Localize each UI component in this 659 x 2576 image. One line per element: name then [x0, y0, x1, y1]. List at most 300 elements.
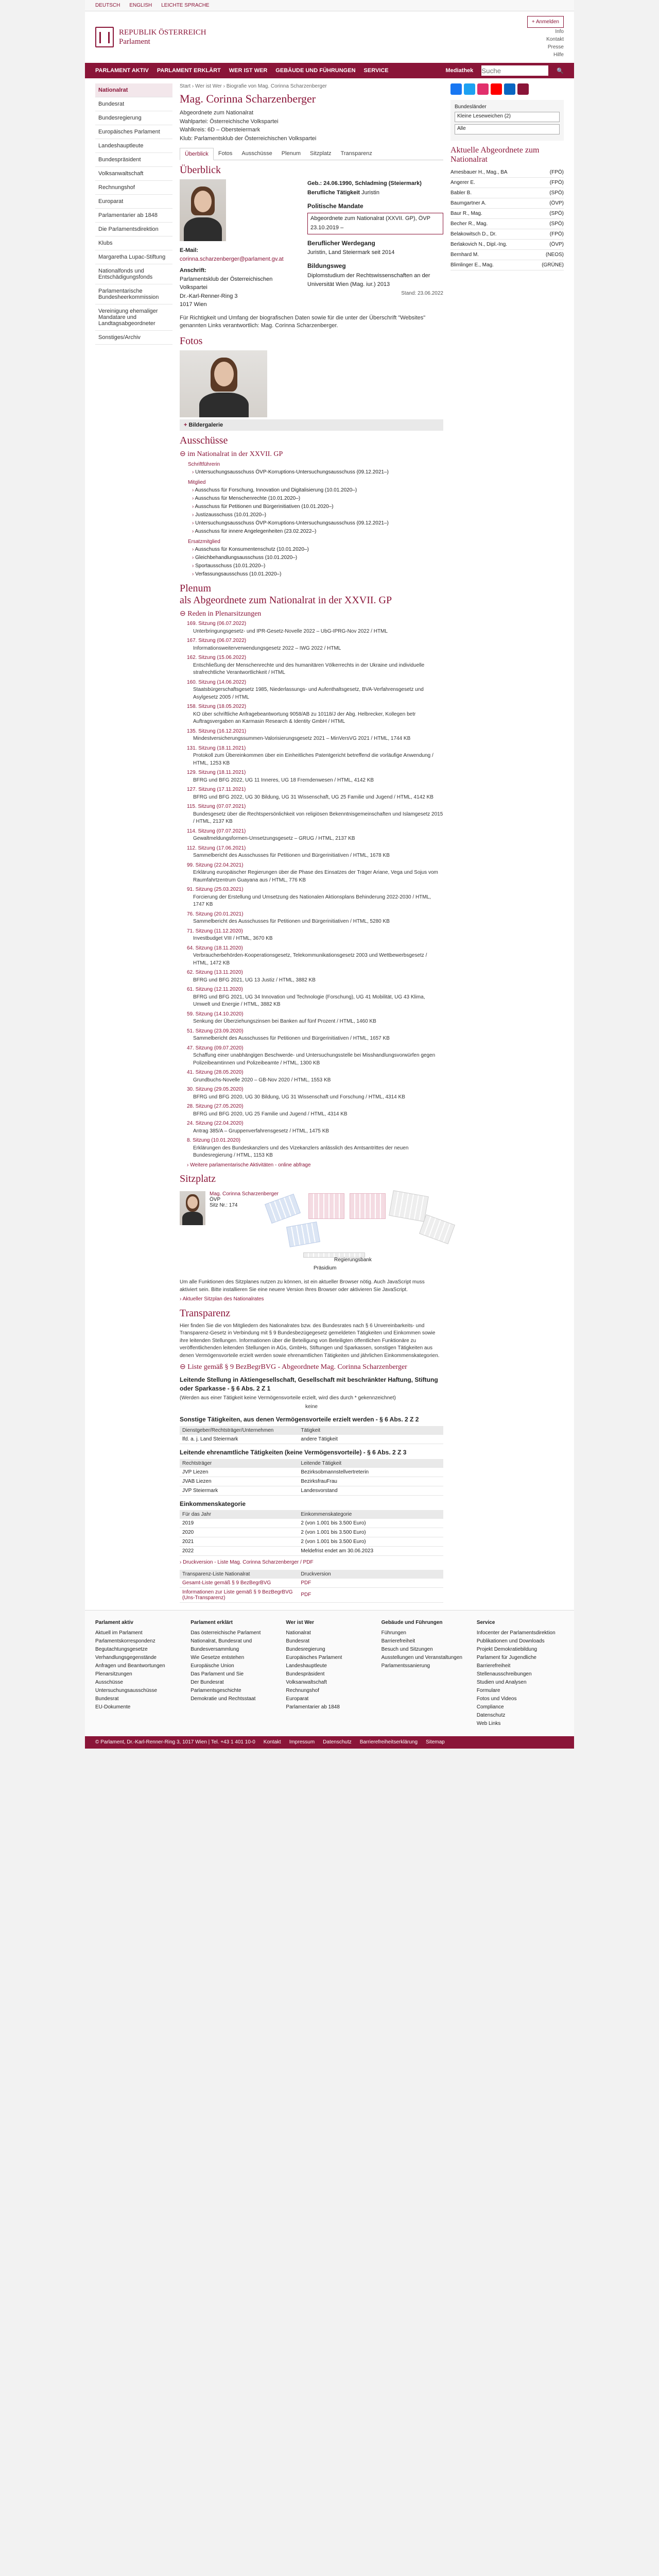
tab-transparenz[interactable]: Transparenz — [340, 150, 372, 157]
table-row — [180, 1528, 443, 1537]
sitzung-item — [187, 745, 443, 768]
linkedin-icon[interactable] — [504, 83, 515, 95]
parliament-logo-icon — [95, 27, 114, 47]
transparenz-liste-table — [180, 1570, 443, 1603]
instagram-icon[interactable] — [477, 83, 489, 95]
ausschuss-item[interactable]: › Ausschuss für Menschenrechte (10.01.2020–) — [192, 495, 443, 503]
nav-parlament-aktiv[interactable]: PARLAMENT AKTIV — [95, 67, 149, 74]
reden-heading[interactable]: Reden in Plenarsitzungen — [187, 610, 262, 618]
sitzung-rede[interactable]: Informationsweiterverwendungsgesetz 2022 – IWG 2022 / HTML — [193, 645, 341, 651]
footer-link[interactable]: Führungen — [381, 1630, 406, 1636]
minus-icon[interactable]: ⊖ — [180, 610, 186, 618]
abg-name: Becher R., Mag. — [450, 221, 488, 227]
minus-icon[interactable]: ⊖ — [180, 1363, 186, 1371]
sitzung-title[interactable]: 135. Sitzung (16.12.2021) — [187, 728, 247, 734]
footer-link[interactable]: Parlamentarier ab 1848 — [286, 1704, 340, 1710]
sitzung-rede[interactable]: Forcierung der Erstellung und Umsetzung des Nationalen Aktionsplans Behinderung 2022-2030 / HTML, 1747 KB — [193, 894, 431, 908]
plus-icon: + — [184, 422, 187, 429]
leftnav-landeshauptleute[interactable]: Landeshauptleute — [95, 139, 172, 153]
abgeordnete-item[interactable] — [450, 209, 564, 219]
abg-partei: (ÖVP) — [549, 200, 564, 206]
abg-partei: (NEOS) — [546, 252, 564, 258]
cell: Land Steiermark — [200, 1436, 238, 1442]
sitzung-title[interactable]: 24. Sitzung (22.04.2020) — [187, 1121, 244, 1127]
lang-english-link[interactable]: ENGLISH — [129, 3, 152, 8]
leftnav-klubs[interactable]: Klubs — [95, 236, 172, 250]
abg-partei: (ÖVP) — [549, 242, 564, 247]
footer-link[interactable]: Der Bundesrat — [190, 1679, 224, 1685]
werdegang-text: Juristin, Land Steiermark seit 2014 — [307, 249, 395, 256]
sitzung-rede[interactable]: BFRG und BFG 2020, UG 25 Familie und Jugend / HTML, 4314 KB — [193, 1111, 348, 1117]
footer-link[interactable]: Bundesrat — [95, 1696, 119, 1702]
col-header: Leitende Tätigkeit — [298, 1459, 443, 1468]
ausschuss-item[interactable]: › Untersuchungsausschuss ÖVP-Korruptions-Untersuchungsausschuss (09.12.2021–) — [192, 519, 443, 528]
abg-name: Blimlinger E., Mag. — [450, 262, 494, 268]
table-row — [180, 1486, 443, 1495]
ausschuss-item[interactable]: › Gleichbehandlungsausschuss (10.01.2020–) — [192, 554, 443, 562]
leftnav-lupac-stiftung[interactable]: Margaretha Lupac-Stiftung — [95, 250, 172, 264]
t1-title: Leitende Stellung in Aktiengesellschaft, Gesellschaft mit beschränkter Haftung, Stiftung oder Sparkasse - § 6 Abs. 2 Z 1 — [180, 1376, 438, 1393]
header-link-info[interactable]: Info — [555, 28, 564, 35]
gesamt-liste-link[interactable]: Gesamt-Liste gemäß § 9 BezBegrBVG — [182, 1580, 271, 1586]
footer-column — [286, 1619, 373, 1728]
abg-partei: (SPÖ) — [549, 221, 564, 227]
sitzung-rede[interactable]: Erklärung europäischer Regierungen über die Phase des Einsatzes der Träger Ariane, Vega und Sojus vom Raumfahrtzentrum Guayana aus / HTML, 776 KB — [193, 870, 438, 883]
druckversion-link[interactable]: Druckversion - Liste Mag. Corinna Scharzenberger / PDF — [183, 1560, 314, 1566]
sitzung-item — [187, 1011, 443, 1026]
abgeordnete-item[interactable] — [450, 260, 564, 270]
sitzung-title[interactable]: 61. Sitzung (12.11.2020) — [187, 987, 243, 993]
minus-icon[interactable]: ⊖ — [180, 450, 186, 459]
social-icons — [450, 83, 564, 95]
seat-block[interactable] — [350, 1193, 386, 1219]
footbar — [85, 1736, 574, 1749]
table-row — [180, 1477, 443, 1486]
leftnav-volksanwaltschaft[interactable]: Volksanwaltschaft — [95, 167, 172, 181]
abg-name: Belakowitsch D., Dr. — [450, 231, 497, 237]
cell: JVP Steiermark — [180, 1486, 298, 1495]
seat-name: Mag. Corinna Scharzenberger — [210, 1191, 279, 1197]
footer-link[interactable]: Rechnungshof — [286, 1687, 319, 1693]
chevron-right-icon: › — [180, 1560, 182, 1566]
abgeordnete-item[interactable] — [450, 250, 564, 260]
tab-ueberblick[interactable]: Überblick — [180, 148, 214, 160]
footer-link[interactable]: Plenarsitzungen — [95, 1671, 132, 1677]
footer-link[interactable]: Europarat — [286, 1696, 309, 1702]
footer-link[interactable]: Web Links — [476, 1720, 501, 1726]
email-link[interactable]: corinna.scharzenberger@parlament.gv.at — [180, 256, 284, 262]
werdegang-title: Beruflicher Werdegang — [307, 239, 375, 247]
cell: 2 (von 1.001 bis 3.500 Euro) — [298, 1528, 443, 1537]
sitzungen-list — [180, 620, 443, 1160]
search-input[interactable] — [481, 65, 548, 76]
abgeordnete-item[interactable] — [450, 178, 564, 188]
sitzung-rede[interactable]: Unterbringungsgesetz- und IPR-Gesetz-Novelle 2022 – UbG-IPRG-Nov 2022 / HTML — [193, 628, 388, 634]
sitzung-rede[interactable]: Sammelbericht des Ausschusses für Petitionen und Bürgerinitiativen / HTML, 1657 KB — [193, 1036, 390, 1042]
footer-heading[interactable]: Service — [476, 1619, 495, 1625]
footbar-link[interactable]: Impressum — [289, 1739, 315, 1745]
mediathek-link[interactable]: Mediathek — [445, 67, 474, 74]
filter-select[interactable]: Kleine Leseweichen (2) — [455, 112, 560, 122]
email-label: E-Mail: — [180, 247, 199, 253]
abgeordnete-item[interactable] — [450, 219, 564, 229]
portrait-photo[interactable] — [180, 179, 226, 241]
footer-link[interactable]: EU-Dokumente — [95, 1704, 131, 1710]
abg-partei: (FPÖ) — [549, 231, 564, 237]
info-liste-link[interactable]: Informationen zur Liste gemäß § 9 BezBegrBVG (Uns-Transparenz) — [182, 1589, 293, 1601]
footer-link[interactable]: Projekt Demokratiebildung — [476, 1646, 537, 1652]
overview-heading: Überblick — [180, 164, 221, 176]
nav-gebaeude[interactable]: GEBÄUDE UND FÜHRUNGEN — [275, 67, 356, 74]
nav-wer-ist-wer[interactable]: WER IST WER — [229, 67, 268, 74]
ausschuss-item[interactable]: › Ausschuss für Forschung, Innovation und Digitalisierung (10.01.2020–) — [192, 486, 443, 495]
tab-sitzplatz[interactable]: Sitzplatz — [309, 150, 332, 157]
abgeordnete-list — [450, 167, 564, 270]
topbar — [85, 0, 574, 11]
sitzung-rede[interactable]: Grundbuchs-Novelle 2020 – GB-Nov 2020 / HTML, 1553 KB — [193, 1077, 331, 1083]
footer-link[interactable]: Ausstellungen und Veranstaltungen — [381, 1654, 462, 1660]
transparenz-heading: Transparenz — [180, 1307, 231, 1319]
nav-parlament-erklaert[interactable]: PARLAMENT ERKLÄRT — [157, 67, 221, 74]
sitzung-item — [187, 703, 443, 726]
footer-link[interactable]: Volksanwaltschaft — [286, 1679, 327, 1685]
seat-block[interactable] — [286, 1222, 320, 1247]
leftnav-rechnungshof[interactable]: Rechnungshof — [95, 181, 172, 195]
table-row — [180, 1587, 443, 1602]
sitzung-rede[interactable]: Sammelbericht des Ausschusses für Petitionen und Bürgerinitiativen / HTML, 1678 KB — [193, 853, 390, 859]
seat-plan — [180, 1188, 443, 1276]
abg-name: Baur R., Mag. — [450, 211, 482, 216]
footer-link[interactable]: Europäisches Parlament — [286, 1654, 342, 1660]
footer-link[interactable]: Anfragen und Beantwortungen — [95, 1663, 165, 1669]
header-link-hilfe[interactable]: Hilfe — [553, 52, 564, 58]
seat-hint: Um alle Funktionen des Sitzplanes nutzen zu können, ist ein aktueller Browser nötig. Auch JavaScript muss aktiviert sein. Bitte installieren Sie eine neuere Version Ihres Browser oder aktivieren Sie JavaScript. — [180, 1279, 425, 1293]
regierungsbank-label: Regierungsbank — [334, 1257, 372, 1263]
leftnav-bundesregierung[interactable]: Bundesregierung — [95, 111, 172, 125]
abg-name: Bernhard M. — [450, 252, 479, 258]
sitzung-rede[interactable]: Gewaltmeldungsformen-Umsetzungsgesetz – GRUG / HTML, 2137 KB — [193, 836, 355, 842]
sitzung-title[interactable]: 129. Sitzung (18.11.2021) — [187, 770, 246, 776]
seat-number: Sitz Nr.: 174 — [210, 1202, 238, 1209]
sitzung-item — [187, 786, 443, 801]
fotos-heading: Fotos — [180, 335, 203, 347]
table-row — [180, 1579, 443, 1588]
bildung-text: Diplomstudium der Rechtswissenschaften an der Universität Wien (Mag. iur.) 2013 — [307, 272, 430, 288]
sitzung-rede[interactable]: Schaffung einer unabhängigen Beschwerde- und Untersuchungsstelle bei Misshandlungsvorwürfen gegen Polizeibeamtinnen und Polizeibeamte / HTML, 1300 KB — [193, 1053, 436, 1066]
footbar-link[interactable]: Sitemap — [426, 1739, 445, 1745]
sitzung-rede[interactable]: Entschließung der Menschenrechte und des humanitären Völkerrechts in der Ukraine und individuelle strafrechtliche Verantwortlichkeit / HTML — [193, 662, 425, 676]
footer-link[interactable]: Publikationen und Downloads — [476, 1638, 545, 1644]
col-header: Für das Jahr — [180, 1510, 298, 1519]
footer-link[interactable]: Parlamentssanierung — [381, 1663, 430, 1669]
mandate-title: Politische Mandate — [307, 202, 363, 210]
footer-heading[interactable]: Parlament erklärt — [190, 1619, 233, 1625]
footer-link[interactable]: Nationalrat, Bundesrat und Bundesversammlung — [190, 1638, 252, 1652]
table-row — [180, 1468, 443, 1477]
footer-link[interactable]: Bundesregierung — [286, 1646, 325, 1652]
footer-link[interactable]: Stellenausschreibungen — [476, 1671, 532, 1677]
footer-link[interactable]: Formulare — [476, 1687, 500, 1693]
pdf-link[interactable]: PDF — [301, 1580, 311, 1586]
tab-plenum[interactable]: Plenum — [281, 150, 301, 157]
sitzung-title[interactable]: 30. Sitzung (29.05.2020) — [187, 1087, 244, 1093]
sitzung-item — [187, 1137, 443, 1160]
sitzung-title[interactable]: 158. Sitzung (18.05.2022) — [187, 704, 247, 710]
footer-link[interactable]: Das Parlament und Sie — [190, 1671, 244, 1677]
footer-link[interactable]: Besuch und Sitzungen — [381, 1646, 433, 1652]
weitere-aktivitaeten-link[interactable]: Weitere parlamentarische Aktivitäten - online abfrage — [190, 1162, 311, 1168]
sitzung-title[interactable]: 127. Sitzung (17.11.2021) — [187, 787, 246, 793]
tab-fotos[interactable]: Fotos — [218, 150, 233, 157]
ausschuss-item[interactable]: › Untersuchungsausschuss ÖVP-Korruptions-Untersuchungsausschuss (09.12.2021–) — [192, 468, 443, 477]
sitzung-title[interactable]: 59. Sitzung (14.10.2020) — [187, 1011, 244, 1017]
sitzung-item — [187, 845, 443, 860]
leftnav-archiv[interactable]: Sonstiges/Archiv — [95, 331, 172, 345]
sitzung-rede[interactable]: Erklärungen des Bundeskanzlers und des Vizekanzlers anlässlich des Amtsantrittes der neuen Bundesregierung / HTML, 1153 KB — [193, 1145, 409, 1159]
sitzung-rede[interactable]: BFRG und BFG 2022, UG 30 Bildung, UG 31 Wissenschaft, UG 25 Familie und Jugend / HTML, 4142 KB — [193, 794, 433, 800]
bildung-title: Bildungsweg — [307, 262, 346, 270]
footer-link[interactable]: Parlamentsgeschichte — [190, 1687, 241, 1693]
footer-link[interactable]: Barrierefreiheit — [381, 1638, 415, 1644]
sitzung-rede[interactable]: BFRG und BFG 2020, UG 30 Bildung, UG 31 Wissenschaft und Forschung / HTML, 4314 KB — [193, 1094, 405, 1100]
footer-link[interactable]: Infocenter der Parlamentsdirektion — [476, 1630, 556, 1636]
row-prefix: lfd. a. j. — [182, 1436, 199, 1442]
sitzung-title[interactable]: 115. Sitzung (07.07.2021) — [187, 804, 246, 810]
abg-name: Babler B. — [450, 190, 472, 196]
lang-deutsch-link[interactable]: DEUTSCH — [95, 3, 120, 8]
abgeordnete-item[interactable] — [450, 167, 564, 178]
sitzung-title[interactable]: 160. Sitzung (14.06.2022) — [187, 679, 247, 685]
seat-block[interactable] — [389, 1191, 429, 1222]
footer-link[interactable]: Datenschutz — [476, 1712, 506, 1718]
sitzplatz-heading: Sitzplatz — [180, 1173, 216, 1185]
sitzung-title[interactable]: 162. Sitzung (15.06.2022) — [187, 655, 247, 661]
cell: BezirksfrauFrau — [298, 1477, 443, 1486]
footer-link[interactable]: Demokratie und Rechtsstaat — [190, 1696, 256, 1702]
transparenz-intro: Hier finden Sie die von Mitgliedern des Nationalrates bzw. des Bundesrates nach § 6 Unvereinbarkeits- und Transparenz-Gesetz in Verbindung mit § 9 Bundesbezügegesetz gemeldeten Tätigkeiten und Einkommen sowie ihre leitenden Stellungen. Informationen über die Beteiligung von Beteiligten öffentlichen Funktionäre zu veröffentlichenden leitenden Stellungen in AGs, GmbHs, Stiftungen und Sparkassen, sonstigen Tätigkeiten aus denen Vermögensvorteile erzielt werden sowie ehrenamtlichen Tätigkeiten und jährlichen Einkommenskategorien. — [180, 1323, 440, 1359]
leftnav-nationalrat[interactable]: Nationalrat — [95, 83, 172, 97]
footer-link[interactable]: Studien und Analysen — [476, 1679, 527, 1685]
sitzung-title[interactable]: 131. Sitzung (18.11.2021) — [187, 745, 246, 751]
overview — [180, 179, 443, 309]
header-link-presse[interactable]: Presse — [547, 44, 564, 50]
youtube-icon[interactable] — [491, 83, 502, 95]
footer-link[interactable]: Untersuchungsausschüsse — [95, 1687, 158, 1693]
breadcrumb[interactable]: Start › Wer ist Wer › Biografie von Mag. Corinna Scharzenberger — [180, 83, 327, 89]
sitzung-title[interactable]: 99. Sitzung (22.04.2021) — [187, 862, 244, 868]
ausschuss-item[interactable]: › Ausschuss für innere Angelegenheiten (23.02.2022–) — [192, 528, 443, 536]
footer-link[interactable]: Barrierefreiheit — [476, 1663, 511, 1669]
leichte-sprache-link[interactable]: LEICHTE SPRACHE — [161, 3, 210, 8]
liste-heading[interactable]: Liste gemäß § 9 BezBegrBVG - Abgeordnete Mag. Corinna Scharzenberger — [187, 1363, 407, 1371]
sitzung-title[interactable]: 62. Sitzung (13.11.2020) — [187, 970, 243, 976]
ausschuss-item[interactable]: › Sportausschuss (10.01.2020–) — [192, 562, 443, 570]
footer-link[interactable]: Parlament für Jugendliche — [476, 1654, 536, 1660]
sitzung-title[interactable]: 28. Sitzung (27.05.2020) — [187, 1104, 244, 1110]
sitzung-rede[interactable]: Sammelbericht des Ausschusses für Petitionen und Bürgerinitiativen / HTML, 5280 KB — [193, 919, 390, 925]
person-line: Wahlkreis: 6D – Obersteiermark — [180, 127, 261, 133]
leftnav-nationalfonds[interactable]: Nationalfonds und Entschädigungsfonds — [95, 264, 172, 284]
sitzung-rede[interactable]: BFRG und BFG 2021, UG 13 Justiz / HTML, 3882 KB — [193, 977, 316, 983]
bildergalerie-link[interactable]: Bildergalerie — [188, 422, 223, 429]
header — [85, 11, 574, 63]
sitzung-item — [187, 945, 443, 968]
sitzung-title[interactable]: 47. Sitzung (09.07.2020) — [187, 1045, 244, 1051]
search-icon[interactable]: 🔍 — [557, 67, 564, 74]
anmelden-button[interactable]: + Anmelden — [527, 16, 564, 28]
ausschuss-item[interactable]: › Justizausschuss (10.01.2020–) — [192, 511, 443, 519]
table-row — [180, 1537, 443, 1547]
footer-link[interactable]: Bundesrat — [286, 1638, 309, 1644]
seat-block[interactable] — [419, 1214, 455, 1244]
sitzung-item — [187, 803, 443, 826]
col-header: Transparenz-Liste Nationalrat — [180, 1570, 298, 1579]
footbar-link[interactable]: Barrierefreiheitserklärung — [359, 1739, 418, 1745]
header-link-kontakt[interactable]: Kontakt — [546, 36, 564, 42]
footer-column — [190, 1619, 278, 1728]
abgeordnete-item[interactable] — [450, 188, 564, 198]
table-row — [180, 1435, 443, 1444]
sitzung-title[interactable]: 64. Sitzung (18.11.2020) — [187, 945, 243, 951]
sitzung-rede[interactable]: Investbudget VIII / HTML, 3670 KB — [193, 936, 273, 942]
sitzung-item — [187, 769, 443, 784]
t3-title: Leitende ehrenamtliche Tätigkeiten (keine Vermögensvorteile) - § 6 Abs. 2 Z 3 — [180, 1448, 407, 1456]
leftnav-bundesrat[interactable]: Bundesrat — [95, 97, 172, 111]
ausschuesse-sub[interactable]: im Nationalrat in der XXVII. GP — [187, 450, 283, 459]
abg-name: Angerer E. — [450, 180, 475, 185]
geb-text: Geb.: 24.06.1990, Schladming (Steiermark) — [307, 180, 422, 187]
sitzung-rede[interactable]: Mindestversicherungssummen-Valorisierungsgesetz 2021 – MinVersVG 2021 / HTML, 1744 KB — [193, 736, 411, 742]
twitter-icon[interactable] — [464, 83, 475, 95]
leftnav-bundespraesident[interactable]: Bundespräsident — [95, 153, 172, 167]
abgeordnete-item[interactable] — [450, 240, 564, 250]
footer-link[interactable]: Das österreichische Parlament — [190, 1630, 261, 1636]
sitzung-rede[interactable]: Senkung der Überziehungszinsen bei Banken auf fünf Prozent / HTML, 1460 KB — [193, 1019, 376, 1025]
sitzung-title[interactable]: 71. Sitzung (11.12.2020) — [187, 928, 243, 934]
beruf-value: Juristin — [361, 189, 379, 196]
cell: JVAB Liezen — [180, 1477, 298, 1486]
ausschuss-item[interactable]: › Verfassungsausschuss (10.01.2020–) — [192, 570, 443, 579]
footer-heading[interactable]: Parlament aktiv — [95, 1619, 133, 1625]
anschrift-line: Dr.-Karl-Renner-Ring 3 — [180, 293, 238, 299]
footer-heading[interactable]: Gebäude und Führungen — [381, 1619, 443, 1625]
sitzung-item — [187, 620, 443, 635]
person-line: Wahlpartei: Österreichische Volkspartei — [180, 118, 279, 125]
sitzung-title[interactable]: 112. Sitzung (17.06.2021) — [187, 845, 246, 851]
plenum-subheading: als Abgeordnete zum Nationalrat in der XXVII. GP — [180, 595, 392, 606]
gallery-photo[interactable] — [180, 350, 267, 417]
overview-left — [180, 179, 298, 309]
footer-link[interactable]: Nationalrat — [286, 1630, 311, 1636]
facebook-icon[interactable] — [450, 83, 462, 95]
abgeordnete-item[interactable] — [450, 229, 564, 240]
cell: Landesvorstand — [298, 1486, 443, 1495]
footer-link[interactable]: Parlamentskorrespondenz — [95, 1638, 155, 1644]
leftnav-parlamentsdirektion[interactable]: Die Parlamentsdirektion — [95, 223, 172, 236]
leftnav-bundesheerkommission[interactable]: Parlamentarische Bundesheerkommission — [95, 284, 172, 304]
group-label: Ersatzmitglied — [188, 539, 220, 545]
sitzung-title[interactable]: 167. Sitzung (06.07.2022) — [187, 638, 247, 644]
praesidium-label: Präsidium — [314, 1265, 337, 1272]
ausschuss-item[interactable]: › Ausschuss für Petitionen und Bürgerinitiativen (10.01.2020–) — [192, 503, 443, 511]
sitzung-rede[interactable]: Staatsbürgerschaftsgesetz 1985, Niederlassungs- und Aufenthaltsgesetz, BVA-Verfahrensgesetz und Asylgesetz 2005 / HTML — [193, 687, 424, 700]
tab-ausschuesse[interactable]: Ausschüsse — [241, 150, 272, 157]
footer-link[interactable]: Aktuell im Parlament — [95, 1630, 143, 1636]
disclaimer-note: Für Richtigkeit und Umfang der biografischen Daten sowie für die unter der Überschrift "Websites" genannten Links verantwortlich: Mag. Corinna Scharzenberger. — [180, 314, 426, 329]
abgeordnete-item[interactable] — [450, 198, 564, 209]
footbar-link[interactable]: Kontakt — [263, 1739, 281, 1745]
footer-link[interactable]: Europäische Union — [190, 1663, 234, 1669]
pdf-link[interactable]: PDF — [301, 1592, 311, 1598]
footer-link[interactable]: Wie Gesetze entstehen — [190, 1654, 245, 1660]
sitzung-title[interactable]: 76. Sitzung (20.01.2021) — [187, 911, 244, 917]
footer-heading[interactable]: Wer ist Wer — [286, 1619, 315, 1625]
sitzung-title[interactable]: 51. Sitzung (23.09.2020) — [187, 1028, 244, 1034]
leftnav-eu-parlament[interactable]: Europäisches Parlament — [95, 125, 172, 139]
filter-select-2[interactable]: Alle — [455, 124, 560, 134]
sitzung-item — [187, 862, 443, 885]
sitzung-item — [187, 969, 443, 984]
seat-block[interactable] — [308, 1193, 344, 1219]
footer-link[interactable]: Compliance — [476, 1704, 504, 1710]
footer-column — [95, 1619, 182, 1728]
sitzung-rede[interactable]: BFRG und BFG 2022, UG 11 Inneres, UG 18 Fremdenwesen / HTML, 4142 KB — [193, 777, 374, 783]
person-line: Klub: Parlamentsklub der Österreichischen Volkspartei — [180, 135, 317, 142]
leftnav-vereinigung[interactable]: Vereinigung ehemaliger Mandatare und Landtagsabgeordneter — [95, 304, 172, 331]
sitzung-rede[interactable]: BFRG und BFG 2021, UG 34 Innovation und Technologie (Forschung), UG 41 Mobilität, UG 43 Klima, Umwelt und Energie / HTML, 3882 KB — [193, 994, 425, 1008]
nav-service[interactable]: SERVICE — [363, 67, 389, 74]
sitzung-item — [187, 1028, 443, 1043]
stand-date: Stand: 23.06.2022 — [401, 290, 443, 296]
sitzung-rede[interactable]: Antrag 385/A – Gruppenverfahrensgesetz / HTML, 1475 KB — [193, 1128, 330, 1134]
sitzung-item — [187, 928, 443, 943]
sitzung-title[interactable]: 114. Sitzung (07.07.2021) — [187, 828, 246, 834]
footbar-link[interactable]: Datenschutz — [323, 1739, 352, 1745]
sitzung-title[interactable]: 8. Sitzung (10.01.2020) — [187, 1138, 240, 1144]
sitzung-title[interactable]: 91. Sitzung (25.03.2021) — [187, 887, 244, 893]
group-label: Schriftführerin — [188, 462, 220, 468]
sitzung-rede[interactable]: Bundesgesetz über die Rechtspersönlichkeit von religiösen Bekenntnisgemeinschaften und Islamgesetz 2015 / HTML, 2137 KB — [193, 811, 443, 825]
footer-link[interactable]: Fotos und Videos — [476, 1696, 517, 1702]
cell: 2 (von 1.001 bis 3.500 Euro) — [298, 1537, 443, 1547]
leftnav-parlamentarier-1848[interactable]: Parlamentarier ab 1848 — [95, 209, 172, 223]
sitzung-rede[interactable]: Protokoll zum Übereinkommen über ein Einheitliches Patentgericht betreffend die vorläufige Anwendung / HTML, 1253 KB — [193, 753, 433, 766]
footer-link[interactable]: Begutachtungsgesetze — [95, 1646, 148, 1652]
sitzung-title[interactable]: 169. Sitzung (06.07.2022) — [187, 621, 247, 627]
footer-link[interactable]: Bundespräsident — [286, 1671, 325, 1677]
ausschuss-item[interactable]: › Ausschuss für Konsumentenschutz (10.01.2020–) — [192, 546, 443, 554]
sitzung-title[interactable]: 41. Sitzung (28.05.2020) — [187, 1070, 244, 1076]
logo[interactable] — [95, 27, 206, 47]
footer-link[interactable]: Ausschüsse — [95, 1679, 123, 1685]
abg-partei: (SPÖ) — [549, 190, 564, 196]
einkommen-table — [180, 1510, 443, 1556]
sitzung-item — [187, 1103, 443, 1118]
sitzplan-link[interactable]: Aktueller Sitzplan des Nationalrates — [182, 1296, 264, 1302]
cell: 2020 — [180, 1528, 298, 1537]
seat-partei: ÖVP — [210, 1197, 221, 1203]
footer-link[interactable]: Landeshauptleute — [286, 1663, 327, 1669]
sitzung-rede[interactable]: KO über schriftliche Anfragebeantwortung 9058/AB zu 10118/J der Abg. Helbrecker, Kollegen betr Auftragsvergaben an Karmasin Research & Identity GmbH / HTML — [193, 711, 416, 725]
flickr-icon[interactable] — [517, 83, 529, 95]
col-header: Tätigkeit — [298, 1426, 443, 1435]
sitzung-item — [187, 1120, 443, 1135]
leftnav-europarat[interactable]: Europarat — [95, 195, 172, 209]
footer-link[interactable]: Verhandlungsgegenstände — [95, 1654, 157, 1660]
footer — [85, 1610, 574, 1736]
sitzung-rede[interactable]: Verbraucherbehörden-Kooperationsgesetz, Telekommunikationsgesetz 2003 und Wettbewerbsgesetz / HTML, 1472 KB — [193, 953, 427, 966]
sitzung-item — [187, 1069, 443, 1084]
